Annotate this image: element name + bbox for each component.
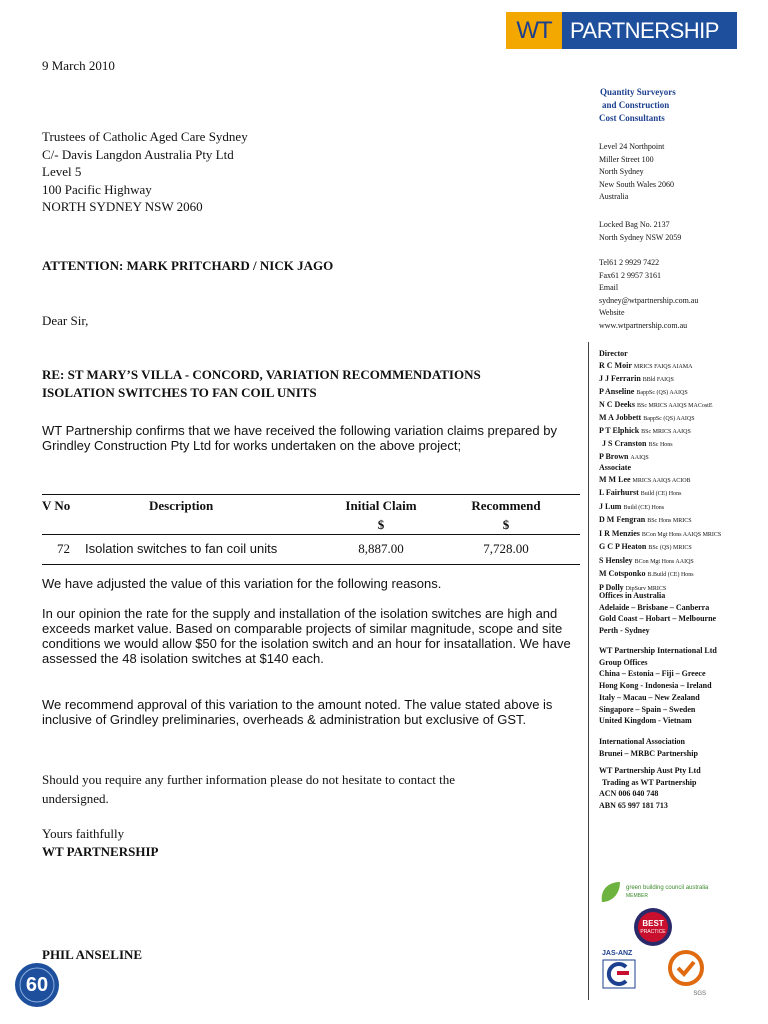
- sixty-text: 60: [25, 974, 49, 996]
- sidebar-divider: [588, 342, 589, 1000]
- further-info-paragraph: [42, 770, 455, 808]
- abn-number: ABN 65 997 181 713: [599, 801, 668, 811]
- jas-anz-text: JAS-ANZ: [602, 950, 633, 957]
- sgs-badge: [664, 950, 710, 997]
- director-entry: [599, 438, 713, 451]
- international-offices: [599, 645, 717, 727]
- association-title: International Association: [599, 737, 686, 746]
- associate-quals: MRICS AAIQS ACIOB: [632, 477, 691, 484]
- table-header-rule: [42, 534, 580, 535]
- email-label: Email: [599, 283, 619, 292]
- director-entry: [599, 360, 713, 373]
- director-quals: AAIQS: [630, 455, 649, 461]
- best-text: BEST: [642, 919, 664, 928]
- associate-quals: Build (CE) Hons: [640, 491, 682, 497]
- intl-title: WT Partnership International Ltd: [599, 646, 717, 655]
- associate-entry: [599, 487, 721, 501]
- director-quals: MRICS FAIQS AIAMA: [633, 364, 693, 370]
- opinion-paragraph: In our opinion the rate for the supply and installation of the isolation switches are high and exceeds market value. Based on comparable projects of similar magnitude, scope and site conditions we would allow $50 for the isolation switch and an hour for insatallation. We have assessed the 48 isolation switches at $140 each.: [42, 606, 571, 666]
- closing: Yours faithfully: [42, 826, 125, 841]
- gbca-badge: [598, 878, 718, 906]
- closing-block: [42, 825, 158, 860]
- intl-subtitle: Group Offices: [599, 657, 648, 667]
- intl-countries: China – Estonia – Fiji – Greece: [599, 669, 706, 679]
- col-header-vno: V No: [42, 498, 71, 513]
- logo-partnership: PARTNERSHIP: [562, 12, 737, 49]
- intl-countries: Hong Kong - Indonesia – Ireland: [599, 681, 712, 691]
- sixty-years-seal: [14, 962, 60, 1008]
- tagline-line: Quantity Surveyors: [600, 87, 676, 97]
- recipient-line: Level 5: [42, 164, 82, 179]
- row-vno: 72: [57, 541, 70, 556]
- address-line: North Sydney: [599, 167, 644, 176]
- associate-entry: [599, 555, 721, 569]
- associate-name: M Cotsponko: [599, 569, 646, 578]
- company-registration: [599, 765, 701, 812]
- salutation: Dear Sir,: [42, 313, 89, 328]
- further-info-line: undersigned.: [42, 791, 109, 806]
- best-practice-seal: [632, 906, 674, 948]
- signatory-name: PHIL ANSELINE: [42, 947, 143, 962]
- director-name: J J Ferrarin: [599, 374, 641, 383]
- office-cities: Perth - Sydney: [599, 625, 650, 635]
- associate-name: M M Lee: [599, 474, 631, 484]
- director-name: P T Elphick: [599, 426, 640, 435]
- intl-countries: Italy – Macau – New Zealand: [599, 692, 700, 702]
- gbca-leaf-icon: [598, 878, 624, 906]
- address-line: Level 24 Northpoint: [599, 142, 665, 151]
- closing-company: WT PARTNERSHIP: [42, 843, 159, 859]
- associate-entry: [599, 528, 721, 542]
- address-line: Miller Street 100: [599, 154, 654, 164]
- fax-number: Fax61 2 9957 3161: [599, 270, 661, 280]
- website-label: Website: [599, 308, 625, 317]
- row-recommend: 7,728.00: [483, 541, 529, 556]
- director-entry: [599, 373, 713, 386]
- phone-number: Tel61 2 9929 7422: [599, 258, 660, 267]
- recipient-line: NORTH SYDNEY NSW 2060: [42, 199, 203, 214]
- contact-details: [599, 257, 698, 332]
- associate-name: L Fairhurst: [599, 488, 639, 497]
- attention-line: ATTENTION: MARK PRITCHARD / NICK JAGO: [42, 258, 334, 273]
- director-quals: BSc MRICS AAIQS: [641, 429, 691, 435]
- directors-list: [599, 348, 713, 464]
- col-header-initial-claim: Initial Claim: [345, 498, 417, 513]
- gbca-text: green building council australia: [626, 885, 709, 891]
- associate-quals: BSc (QS) MRICS: [648, 545, 692, 551]
- associate-quals: Build (CE) Hons: [623, 504, 665, 511]
- associate-entry: [599, 474, 721, 488]
- gbca-member: MEMBER: [626, 893, 648, 899]
- director-quals: BSc Hons: [648, 442, 673, 448]
- tagline: [600, 86, 676, 125]
- international-association: [599, 736, 698, 759]
- associate-name: J Lum: [599, 501, 622, 511]
- row-description: Isolation switches to fan coil units: [85, 541, 278, 556]
- row-initial-claim: 8,887.00: [358, 541, 404, 556]
- adjusted-paragraph: We have adjusted the value of this variation for the following reasons.: [42, 576, 442, 591]
- association-partner: Brunei – MRBC Partnership: [599, 748, 698, 758]
- recipient-line: Trustees of Catholic Aged Care Sydney: [42, 129, 248, 144]
- director-quals: BappSc (QS) AAIQS: [636, 390, 688, 396]
- associate-name: D M Fengran: [599, 515, 646, 524]
- office-cities: Gold Coast – Hobart – Melbourne: [599, 614, 717, 623]
- intro-paragraph: WT Partnership confirms that we have received the following variation claims prepared by Grindley Construction Pty Ltd for works undertaken on the above project;: [42, 423, 557, 453]
- col-header-description: Description: [149, 498, 214, 513]
- company-logo: [506, 12, 737, 49]
- directors-title: Director: [599, 349, 628, 358]
- associate-quals: BCon Mgt Hons AAIQS MRICS: [641, 531, 722, 538]
- table-bottom-rule: [42, 564, 580, 565]
- postal-address: [599, 219, 681, 244]
- sgs-icon: [664, 950, 708, 986]
- address-line: Australia: [599, 192, 629, 201]
- subject-line-2: ISOLATION SWITCHES TO FAN COIL UNITS: [42, 384, 317, 400]
- office-address: [599, 141, 674, 204]
- logo-wt: WT: [506, 12, 562, 49]
- associate-name: I R Menzies: [599, 528, 640, 538]
- associate-name: P Dolly: [599, 582, 624, 592]
- further-info-line: Should you require any further information please do not hesitate to contact the: [42, 772, 455, 787]
- recipient-line: C/- Davis Langdon Australia Pty Ltd: [42, 146, 234, 162]
- offices-australia: [599, 590, 716, 636]
- director-name: R C Moir: [599, 361, 632, 370]
- director-entry: [599, 425, 713, 438]
- recipient-address: [42, 128, 248, 216]
- associate-quals: B.Build (CE) Hons: [647, 572, 694, 578]
- col-header-initial-currency: $: [377, 517, 385, 532]
- intl-countries: Singapore – Spain – Sweden: [599, 704, 696, 714]
- director-entry: [599, 386, 713, 399]
- email-link[interactable]: sydney@wtpartnership.com.au: [599, 295, 699, 305]
- associate-entry: [599, 541, 721, 555]
- associate-name: S Hensley: [599, 555, 633, 565]
- best-sub-text: PRACTICE: [640, 929, 666, 935]
- recipient-line: 100 Pacific Highway: [42, 181, 152, 197]
- associate-entry: [599, 568, 721, 582]
- associates-title: Associate: [599, 463, 631, 472]
- recommend-paragraph: We recommend approval of this variation to the amount noted. The value stated above is inclusive of Grindley preliminaries, overheads & administration but exclusive of GST.: [42, 697, 553, 727]
- table-top-rule: [42, 494, 580, 495]
- sgs-text: SGS: [693, 991, 706, 997]
- office-cities: Adelaide – Brisbane – Canberra: [599, 602, 710, 612]
- associate-quals: BCon Mgt Hons AAIQS: [634, 558, 694, 565]
- letter-date: 9 March 2010: [42, 58, 115, 73]
- col-header-recommend-currency: $: [502, 517, 510, 532]
- website-link[interactable]: www.wtpartnership.com.au: [599, 320, 688, 330]
- director-entry: [599, 399, 713, 412]
- tagline-line: and Construction: [602, 100, 670, 110]
- director-quals: BSc MRICS AAIQS MACostE: [637, 403, 713, 409]
- associate-quals: BSc Hons MRICS: [647, 518, 692, 524]
- intl-countries: United Kingdom - Vietnam: [599, 716, 692, 726]
- director-entry: [599, 412, 713, 425]
- postal-line: North Sydney NSW 2059: [599, 232, 682, 242]
- director-name: N C Deeks: [599, 400, 635, 409]
- acn-number: ACN 006 040 748: [599, 789, 659, 799]
- address-line: New South Wales 2060: [599, 179, 674, 189]
- company-name: WT Partnership Aust Pty Ltd: [599, 766, 701, 775]
- director-quals: BBld FAIQS: [642, 377, 674, 383]
- associate-name: G C P Heaton: [599, 542, 647, 551]
- postal-line: Locked Bag No. 2137: [599, 220, 670, 229]
- offices-title: Offices in Australia: [599, 591, 666, 600]
- subject-line: [42, 366, 481, 401]
- associate-entry: [599, 501, 721, 515]
- subject-line-1: RE: ST MARY’S VILLA - CONCORD, VARIATION RECOMMENDATIONS: [42, 367, 481, 382]
- director-name: P Anseline: [599, 387, 635, 396]
- col-header-recommend: Recommend: [471, 498, 541, 513]
- director-quals: BappSc (QS) AAIQS: [643, 416, 695, 422]
- director-name: J S Cranston: [602, 439, 647, 448]
- director-name: M A Jobbett: [599, 413, 642, 422]
- associates-list: [599, 462, 721, 595]
- jas-anz-badge: [602, 950, 646, 992]
- tagline-line: Cost Consultants: [599, 113, 665, 123]
- associate-entry: [599, 514, 721, 528]
- jas-anz-icon: [602, 959, 636, 989]
- director-name: P Brown: [599, 452, 629, 461]
- trading-name: Trading as WT Partnership: [602, 777, 697, 787]
- associate-quals: DipSurv MRICS: [625, 585, 667, 592]
